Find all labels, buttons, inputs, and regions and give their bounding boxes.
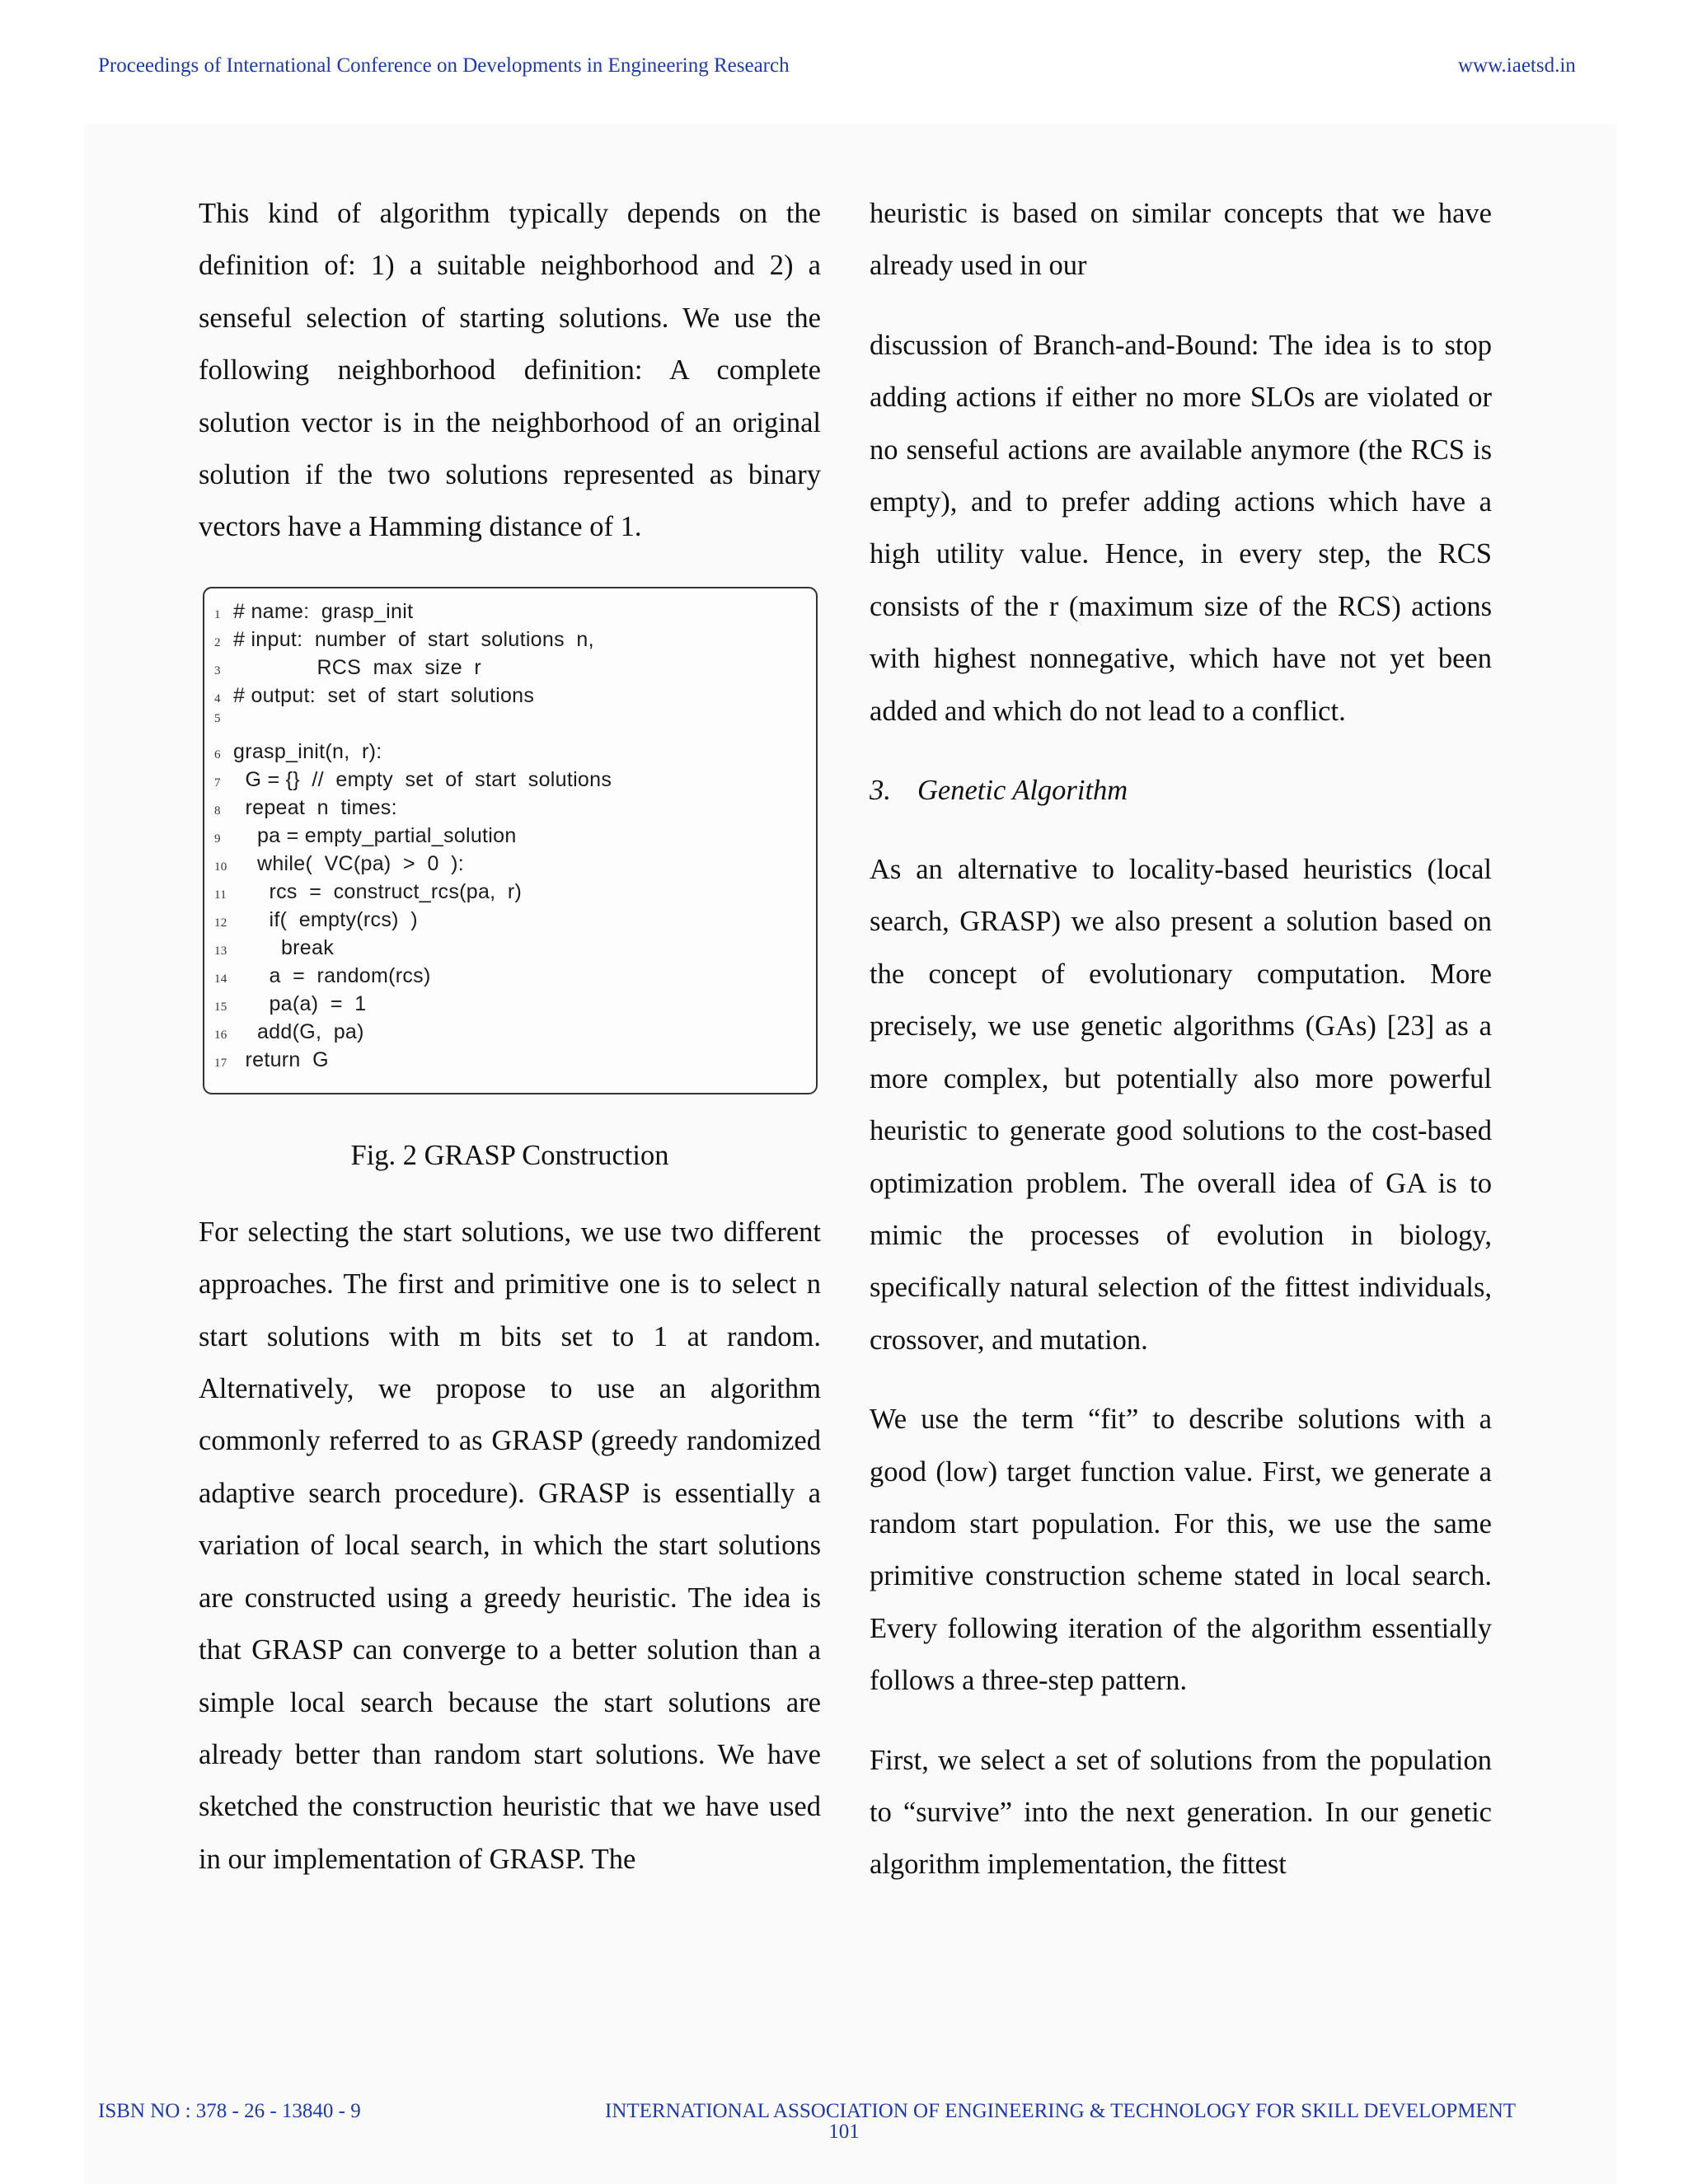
code-line: 11 rcs = construct_rcs(pa, r) <box>214 879 523 903</box>
right-paragraph-1: heuristic is based on similar concepts that we have already used in our <box>870 198 1492 282</box>
left-column <box>199 188 821 1886</box>
footer-isbn: ISBN NO : 378 - 26 - 13840 - 9 <box>98 2100 361 2122</box>
code-line: 1 # name: grasp_init <box>214 599 414 623</box>
right-paragraph-2: discussion of Branch-and-Bound: The idea is to stop adding actions if either no more SLOs are violated or no senseful actions are available anymore (the RCS is empty), and to prefer adding actions which have a high utility value. Hence, in every step, the RCS consists of the r (maximum size of the RCS) actions with highest nonnegative, which have not yet been added and which do not lead to a conflict. <box>870 329 1492 727</box>
code-line: 13 break <box>214 935 335 959</box>
code-line: 7 G = {} // empty set of start solutions <box>214 767 612 791</box>
code-line: 12 if( empty(rcs) ) <box>214 907 418 931</box>
section-title: Genetic Algorithm <box>917 775 1128 807</box>
right-paragraph-3: As an alternative to locality-based heuristics (local search, GRASP) we also present a solution based on the concept of evolutionary computation. More precisely, we use genetic algorithms (GAs) [23] as a more complex, but potentially also more powerful heuristic to generate good solutions to the cost-based optimization problem. The overall idea of GA is to mimic the processes of evolution in biology, specifically natural selection of the fittest individuals, crossover, and mutation. <box>870 854 1492 1356</box>
footer-organization: INTERNATIONAL ASSOCIATION OF ENGINEERING & TECHNOLOGY FOR SKILL DEVELOPMENT <box>605 2100 1517 2122</box>
code-line: 3 RCS max size r <box>214 655 482 679</box>
section-heading <box>870 765 1492 817</box>
right-paragraph-5: First, we select a set of solutions from the population to “survive” into the next generation. In our genetic algorithm implementation, the fittest <box>870 1744 1492 1881</box>
code-line: 14 a = random(rcs) <box>214 963 431 987</box>
right-paragraph-4: We use the term “fit” to describe solutions with a good (low) target function value. First, we generate a random start population. For this, we use the same primitive construction scheme stated in local search. Every following iteration of the algorithm essentially follows a three-step pattern. <box>870 1404 1492 1697</box>
code-line: 4 # output: set of start solutions <box>214 683 535 707</box>
right-column <box>870 188 1492 1891</box>
code-line: 15 pa(a) = 1 <box>214 991 367 1015</box>
code-line: 5 <box>214 711 221 725</box>
code-line: 17 return G <box>214 1047 329 1071</box>
section-number: 3. <box>870 775 891 807</box>
code-line: 8 repeat n times: <box>214 795 397 819</box>
page-number: 101 <box>828 2121 860 2143</box>
running-header-url[interactable]: www.iaetsd.in <box>1458 54 1576 77</box>
left-paragraph-1: This kind of algorithm typically depends on the definition of: 1) a suitable neighborhood and 2) a senseful selection of starting solutions. We use the following neighborhood definition: A complete solution vector is in the neighborhood of an original solution if the two solutions represented as binary vectors have a Hamming distance of 1. <box>199 198 821 543</box>
running-header-title: Proceedings of International Conference on Developments in Engineering Research <box>98 54 790 77</box>
code-line: 16 add(G, pa) <box>214 1019 364 1043</box>
left-paragraph-2: For selecting the start solutions, we use two different approaches. The first and primitive one is to select n start solutions with m bits set to 1 at random. Alternatively, we propose to use an algorithm commonly referred to as GRASP (greedy randomized adaptive search procedure). GRASP is essentially a variation of local search, in which the start solutions are constructed using a greedy heuristic. The idea is that GRASP can converge to a better solution than a simple local search because the start solutions are already better than random start solutions. We have sketched the construction heuristic that we have used in our implementation of GRASP. The <box>199 1216 821 1875</box>
code-line: 6 grasp_init(n, r): <box>214 739 382 763</box>
code-line: 10 while( VC(pa) > 0 ): <box>214 851 465 875</box>
figure-2-code-listing <box>203 587 818 1094</box>
code-line: 9 pa = empty_partial_solution <box>214 823 517 847</box>
code-line: 2 # input: number of start solutions n, <box>214 627 594 651</box>
figure-caption: Fig. 2 GRASP Construction <box>350 1139 669 1171</box>
